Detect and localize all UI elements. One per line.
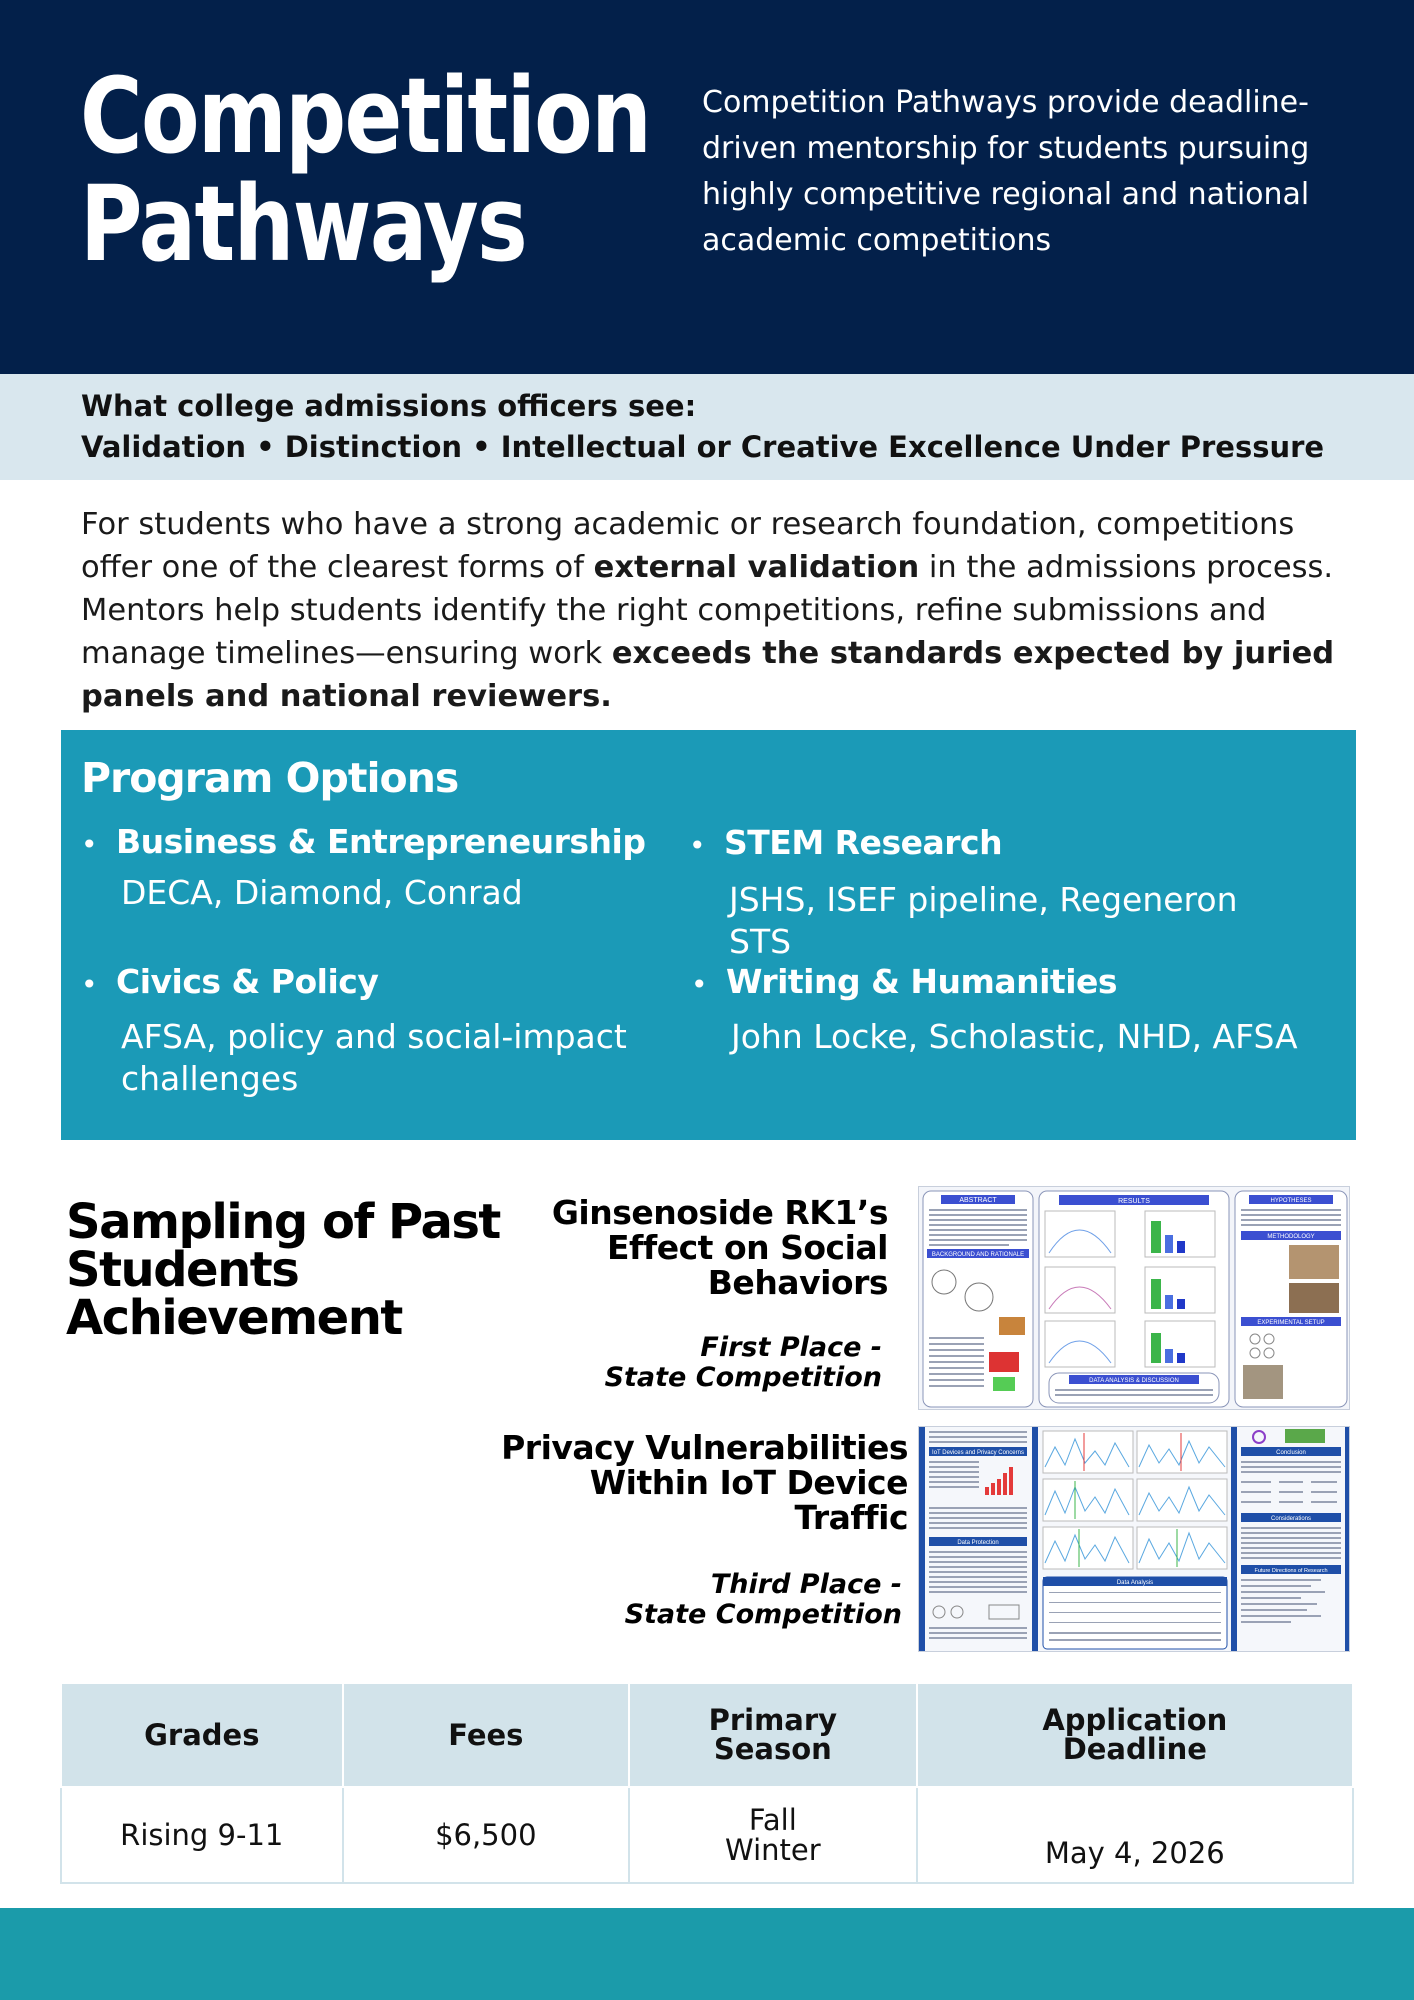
poster-section-label: Considerations xyxy=(1270,1516,1312,1522)
cell-deadline: May 4, 2026 xyxy=(917,1787,1353,1883)
intro-paragraph xyxy=(81,503,1351,718)
page-title-line-1: Competition xyxy=(80,55,651,177)
hero-description: Competition Pathways provide deadline-driven mentorship for students pursuing highly competitive regional and national academic competitions xyxy=(702,85,1310,258)
header-deadline xyxy=(917,1683,1353,1787)
poster-section-label: IoT Devices and Privacy Concerns xyxy=(932,1450,1024,1456)
project-1-title-line: Effect on Social xyxy=(606,1228,888,1267)
intro-text-1: For students who have a strong academic or research foundation, competitions offer one of the clearest forms of xyxy=(81,507,1295,585)
header-fees xyxy=(343,1683,630,1787)
poster-section-label: DATA ANALYSIS & DISCUSSION xyxy=(1089,1378,1179,1384)
option-name: Civics & Policy xyxy=(116,962,379,1001)
poster-section-label: Data Analysis xyxy=(1116,1580,1154,1586)
option-name: Business & Entrepreneurship xyxy=(116,822,646,861)
poster-section-label: BACKGROUND AND RATIONALE xyxy=(931,1252,1025,1258)
bullet-icon: • xyxy=(689,829,706,862)
bullet-icon: • xyxy=(691,968,708,1001)
header-label: Grades xyxy=(144,1717,260,1752)
poster-section-label: Future Directions of Research xyxy=(1254,1568,1328,1574)
header-label: Primary xyxy=(708,1703,838,1737)
project-1-poster-image xyxy=(918,1186,1350,1410)
header-label: Application xyxy=(1042,1703,1228,1737)
program-info-table xyxy=(60,1682,1354,1884)
header-label: Season xyxy=(713,1732,832,1766)
admissions-heading: What college admissions officers see: xyxy=(81,389,697,423)
table-header-row xyxy=(61,1683,1353,1787)
season-line: Winter xyxy=(725,1833,821,1867)
intro-bold-2: exceeds the standards expected by juried panels and national reviewers. xyxy=(81,636,1335,714)
intro-text-2: in the admissions process. Mentors help students identify the right competitions, refine submissions and manage timelines—ensuring work xyxy=(81,550,1334,671)
bullet-icon: • xyxy=(81,968,98,1001)
bullet-icon: • xyxy=(81,828,98,861)
admissions-band xyxy=(0,374,1414,480)
poster-section-label: Data Protection xyxy=(957,1540,999,1546)
project-1-title xyxy=(520,1195,888,1300)
option-name: STEM Research xyxy=(724,823,1003,862)
option-name: Writing & Humanities xyxy=(726,962,1118,1001)
project-1-award-line: State Competition xyxy=(604,1362,882,1393)
header-label: Fees xyxy=(448,1717,524,1752)
poster-section-label: HYPOTHESES xyxy=(1270,1198,1312,1204)
option-description: JSHS, ISEF pipeline, Regeneron STS xyxy=(729,880,1238,961)
cell-grades: Rising 9-11 xyxy=(61,1787,343,1883)
header-season xyxy=(629,1683,917,1787)
project-2-title-line: Traffic xyxy=(794,1498,908,1537)
footer-bar xyxy=(0,1908,1414,2000)
poster-section-label: EXPERIMENTAL SETUP xyxy=(1257,1320,1325,1326)
project-1-title-line: Behaviors xyxy=(707,1263,888,1302)
project-2-poster-image xyxy=(918,1426,1350,1652)
season-line: Fall xyxy=(748,1803,797,1837)
project-2-title xyxy=(480,1430,908,1535)
cell-season xyxy=(629,1787,917,1883)
table-row xyxy=(61,1787,1353,1883)
intro-bold-1: external validation xyxy=(593,550,920,585)
header-grades xyxy=(61,1683,343,1787)
header-label: Deadline xyxy=(1062,1732,1207,1766)
poster-graphic xyxy=(919,1187,1350,1410)
sampling-title: Sampling of Past Students Achievement xyxy=(66,1194,500,1346)
project-1-title-line: Ginsenoside RK1’s xyxy=(551,1193,888,1232)
poster-section-label: RESULTS xyxy=(1118,1198,1150,1205)
page-title-line-2: Pathways xyxy=(80,163,527,285)
program-options-title: Program Options xyxy=(81,754,459,802)
option-description: DECA, Diamond, Conrad xyxy=(121,873,523,912)
project-2-title-line: Within IoT Device xyxy=(589,1463,908,1502)
poster-section-label: Conclusion xyxy=(1276,1450,1306,1456)
project-2-title-line: Privacy Vulnerabilities xyxy=(501,1428,908,1467)
option-description: AFSA, policy and social-impact challenges xyxy=(121,1017,627,1098)
poster-graphic xyxy=(919,1427,1350,1652)
poster-section-label: ABSTRACT xyxy=(959,1197,997,1204)
page-title xyxy=(80,55,651,285)
hero-header xyxy=(0,0,1414,374)
project-1-award xyxy=(520,1333,882,1393)
admissions-qualities: Validation • Distinction • Intellectual or Creative Excellence Under Pressure xyxy=(81,430,1325,464)
program-options-panel xyxy=(61,730,1356,1140)
project-1-award-line: First Place - xyxy=(700,1332,882,1363)
option-description: John Locke, Scholastic, NHD, AFSA xyxy=(731,1017,1298,1056)
cell-fees: $6,500 xyxy=(343,1787,630,1883)
project-2-award-line: Third Place - xyxy=(710,1569,902,1600)
poster-section-label: METHODOLOGY xyxy=(1267,1234,1315,1240)
project-2-award xyxy=(540,1570,902,1630)
project-2-award-line: State Competition xyxy=(624,1599,902,1630)
